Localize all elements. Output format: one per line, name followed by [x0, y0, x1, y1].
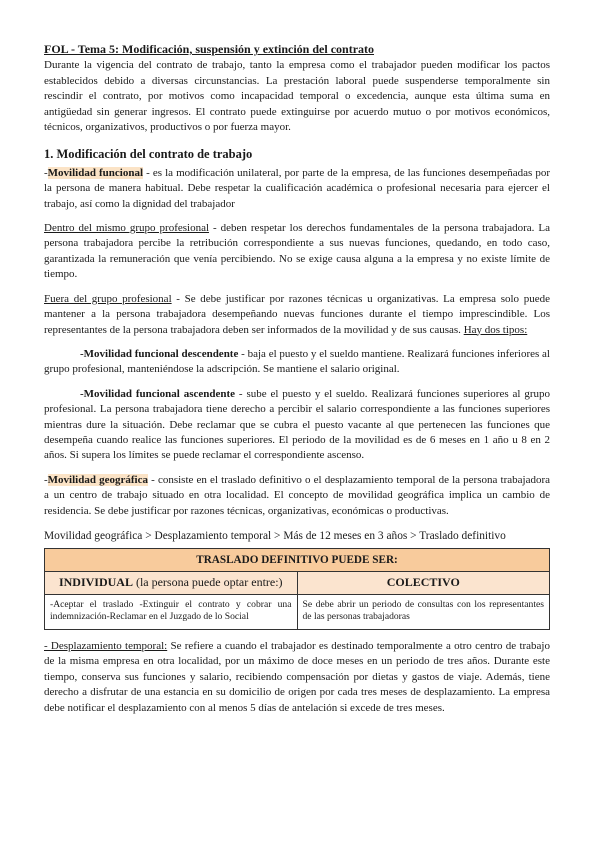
section-heading: 1. Modificación del contrato de trabajo	[44, 147, 253, 162]
intro-paragraph: Durante la vigencia del contrato de trabajo, tanto la empresa como el trabajador pueden modificar los pactos establecidos debido a diversas circunstancias. La prestación laboral puede suspenderse temporalmente sin rescindir el contrato, por motivos como incapacidad temporal o excedencia, aunque esta última suma en antigüedad sin generar ingresos. El contrato puede extinguirse por acuerdo mutuo o por motivos económicos, técnicos, organizativos, productivos o por fuerza mayor.	[44, 59, 550, 134]
dentro-grupo-paragraph	[44, 221, 550, 283]
movilidad-geografica-paragraph	[44, 473, 550, 519]
document-page	[44, 42, 550, 716]
movilidad-funcional-term: Movilidad funcional	[47, 166, 144, 179]
individual-options-cell: -Aceptar el traslado -Extinguir el contrato y cobrar una indemnización-Reclamar en el Juzgado de lo Social	[45, 594, 298, 629]
fuera-grupo-term: Fuera del grupo profesional	[44, 292, 172, 305]
movilidad-flow-line: Movilidad geográfica > Desplazamiento temporal > Más de 12 meses en 3 años > Traslado definitivo	[44, 529, 506, 542]
dash: -	[44, 166, 48, 179]
movilidad-funcional-paragraph	[44, 166, 550, 212]
dentro-grupo-text: - deben respetar los derechos fundamentales de la persona trabajadora. La persona trabajadora percibe la retribución correspondiente a sus nuevas funciones, quedando, en todo caso, garantizada la remuneración que venía percibiendo. No se exige causa alguna a la empresa y no existe límite de tiempo.	[44, 222, 550, 281]
individual-header-cell	[45, 571, 298, 594]
fuera-grupo-text: - Se debe justificar por razones técnicas u organizativas. La empresa solo puede mantener a la persona trabajadora desempeñando nuevas funciones durante el tiempo imprescindible. Los representantes de la persona trabajadora deben ser informados de la movilidad y de sus causas.	[44, 292, 550, 336]
fuera-grupo-paragraph	[44, 292, 550, 338]
descendente-text: - baja el puesto y el sueldo mantiene. Realizará funciones inferiores al grupo profesional, manteniéndose la adscripción. Se mantiene el salario original.	[44, 347, 550, 376]
desplazamiento-term: - Desplazamiento temporal:	[44, 639, 168, 652]
desplazamiento-paragraph	[44, 639, 550, 716]
tipos-label: Hay dos tipos:	[463, 323, 528, 336]
individual-note: (la persona puede optar entre:)	[132, 575, 283, 590]
individual-title: INDIVIDUAL	[58, 575, 133, 590]
movilidad-funcional-text: - es la modificación unilateral, por parte de la empresa, de las funciones desempeñadas por la persona de manera habitual. Debe respetar la cualificación académica o profesional necesaria para ejercer el trabajo, así como la dignidad del trabajador	[44, 166, 551, 210]
dash: -	[44, 473, 48, 486]
traslado-table	[44, 548, 550, 630]
colectivo-header-cell: COLECTIVO	[297, 571, 550, 594]
ascendente-term: -Movilidad funcional ascendente	[80, 387, 236, 400]
ascendente-text: - sube el puesto y el sueldo. Realizará funciones superiores al grupo profesional. La persona trabajadora tiene derecho a percibir el salario correspondiente a las funciones superiores mientras dure la situación. Debe reclamar que se cubra el puesto vacante al que pertenecen las funciones que desempeña cuando realice las funciones superiores. El periodo de la movilidad es de 6 meses en 1 año u 8 en 2 años. Si supera los límites se puede reclamar el correspondiente ascenso.	[44, 387, 550, 462]
movilidad-geografica-term: Movilidad geográfica	[47, 473, 148, 486]
document-title: FOL - Tema 5: Modificación, suspensión y extinción del contrato	[44, 42, 375, 56]
movilidad-geografica-text: - consiste en el traslado definitivo o el desplazamiento temporal de la persona trabajadora a un centro de trabajo situado en otra localidad. El concepto de movilidad geográfica implica un cambio de residencia. Se debe justificar por razones técnicas, organizativas, económicas o productivas.	[44, 473, 551, 517]
colectivo-text-cell: Se debe abrir un periodo de consultas con los representantes de las personas trabajadoras	[297, 594, 550, 629]
descendente-term: -Movilidad funcional descendente	[80, 347, 239, 360]
table-header: TRASLADO DEFINITIVO PUEDE SER:	[45, 548, 550, 571]
desplazamiento-text: Se refiere a cuando el trabajador es destinado temporalmente a otro centro de trabajo de la misma empresa en otra localidad, por un máximo de doce meses en un periodo de tres años. Durante este tiempo, conserva sus funciones y salario, recibiendo compensación por dietas y gastos de viaje. Además, tiene derecho a disfrutar de una estancia en su domicilio de origen por cada tres meses de desplazamiento. La empresa debe notificar el desplazamiento con al menos 5 días de antelación si excede de tres meses.	[44, 639, 550, 714]
ascendente-paragraph	[44, 387, 550, 464]
dentro-grupo-term: Dentro del mismo grupo profesional	[44, 222, 210, 235]
descendente-paragraph	[44, 347, 550, 378]
